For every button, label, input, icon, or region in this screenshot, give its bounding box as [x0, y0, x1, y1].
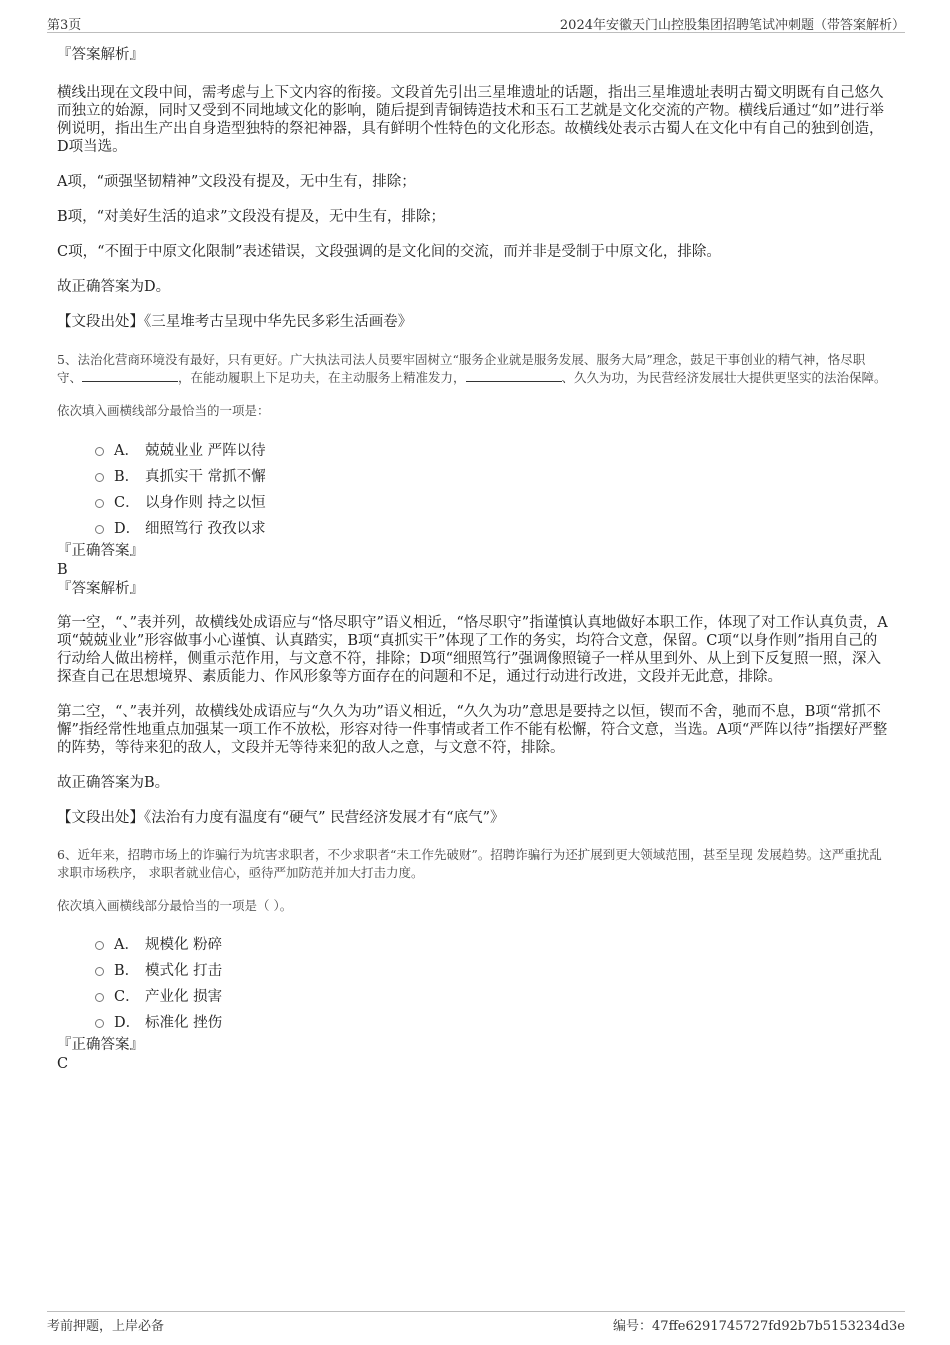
radio-icon[interactable] — [95, 499, 104, 508]
analysis-conclusion: 故正确答案为B。 — [57, 775, 170, 791]
option-list — [57, 438, 889, 542]
question-prompt: 依次填入画横线部分最恰当的一项是： — [57, 403, 270, 418]
analysis-paragraph: 横线出现在文段中间，需考虑与上下文内容的衔接。文段首先引出三星堆遗址的话题，指出三星堆遗址表明古蜀文明既有自己悠久而独立的始源，同时又受到不同地域文化的影响，随后提到青铜铸造技术和玉石工艺就是文化交流的产物。横线后通过“如”进行举例说明，指出生产出自身造型独特的祭祀神器，具有鲜明个性特色的文化形态。故横线处表示古蜀人在文化中有自己的独到创造，D项当选。 — [57, 85, 884, 155]
option-c[interactable]: C． 以身作则 持之以恒 — [95, 490, 889, 516]
answer-label: 『正确答案』 — [57, 543, 144, 559]
footer-slogan: 考前押题，上岸必备 — [47, 1319, 165, 1334]
document-id: 编号：47ffe6291745727fd92b7b5153234d3e — [613, 1319, 905, 1334]
radio-icon[interactable] — [95, 473, 104, 482]
answer-value: B — [57, 562, 68, 578]
source-citation: 【文段出处】《三星堆考古呈现中华先民多彩生活画卷》 — [57, 314, 413, 330]
radio-icon[interactable] — [95, 1019, 104, 1028]
radio-icon[interactable] — [95, 941, 104, 950]
fill-blank-2 — [466, 369, 562, 382]
document-title: 2024年安徽天门山控股集团招聘笔试冲刺题（带答案解析） — [559, 18, 905, 33]
radio-icon[interactable] — [95, 447, 104, 456]
option-d[interactable]: D． 标准化 挫伤 — [95, 1010, 889, 1036]
option-list — [57, 932, 889, 1036]
page-number: 第3页 — [47, 18, 82, 33]
radio-icon[interactable] — [95, 993, 104, 1002]
analysis-option-b: B项，“对美好生活的追求”文段没有提及，无中生有，排除； — [57, 209, 445, 225]
analysis-conclusion: 故正确答案为D。 — [57, 279, 171, 295]
analysis-paragraph: 第二空，“、”表并列，故横线处成语应与“久久为功”语义相近，“久久为功”意思是要持之以恒，锲而不舍，驰而不息，B项“常抓不懈”指经常性地重点加强某一项工作不放松，形容对待一件事情或者工作不能有松懈，符合文意，当选。A项“严阵以待”指摆好严整的阵势，等待来犯的敌人，文段并无等待来犯的敌人之意，与文意不符，排除。 — [57, 704, 888, 756]
analysis-paragraph: 第一空，“、”表并列，故横线处成语应与“恪尽职守”语义相近，“恪尽职守”指谨慎认真地做好本职工作，体现了对工作认真负责，A项“兢兢业业”形容做事小心谨慎、认真踏实，B项“真抓实干”体现了工作的务实，均符合文意，保留。C项“以身作则”指用自己的行动给人做出榜样，侧重示范作用，与文意不符，排除；D项“细照笃行”强调像照镜子一样从里到外、从上到下反复照一照，深入探查自己在思想境界、素质能力、作风形象等方面存在的问题和不足，通过行动进行改进，文段并无此意，排除。 — [57, 615, 888, 685]
answer-label: 『正确答案』 — [57, 1037, 144, 1053]
option-a[interactable]: A． 规模化 粉碎 — [95, 932, 889, 958]
radio-icon[interactable] — [95, 525, 104, 534]
analysis-option-a: A项，“顽强坚韧精神”文段没有提及，无中生有，排除； — [57, 174, 416, 190]
analysis-option-c: C项，“不囿于中原文化限制”表述错误，文段强调的是文化间的交流，而并非是受制于中原文化，排除。 — [57, 244, 721, 260]
option-b[interactable]: B． 模式化 打击 — [95, 958, 889, 984]
document-body — [57, 46, 889, 1074]
question-stem: 5、法治化营商环境没有最好，只有更好。广大执法司法人员要牢固树立“服务企业就是服务发展、服务大局”理念，鼓足干事创业的精气神，恪尽职守、 ，在能动履职上下足功夫，在主动服务上精准发力， 、久久为功，为民营经济发展壮大提供更坚实的法治保障。 — [57, 352, 887, 385]
option-a[interactable]: A． 兢兢业业 严阵以待 — [95, 438, 889, 464]
radio-icon[interactable] — [95, 967, 104, 976]
answer-value: C — [57, 1056, 69, 1072]
analysis-label: 『答案解析』 — [57, 47, 144, 63]
source-citation: 【文段出处】《法治有力度有温度有“硬气” 民营经济发展才有“底气”》 — [57, 810, 505, 826]
analysis-label: 『答案解析』 — [57, 581, 144, 597]
question-prompt: 依次填入画横线部分最恰当的一项是（ ）。 — [57, 898, 293, 913]
option-c[interactable]: C． 产业化 损害 — [95, 984, 889, 1010]
page-footer — [47, 1311, 905, 1336]
question-stem: 6、近年来，招聘市场上的诈骗行为坑害求职者，不少求职者“未工作先破财”。招聘诈骗行为还扩展到更大领域范围，甚至呈现 发展趋势。这严重扰乱求职市场秩序， 求职者就业信心，亟待严加防范并加大打击力度。 — [57, 847, 882, 880]
option-d[interactable]: D． 细照笃行 孜孜以求 — [95, 516, 889, 542]
page-header — [47, 12, 905, 33]
option-b[interactable]: B． 真抓实干 常抓不懈 — [95, 464, 889, 490]
fill-blank-1 — [82, 369, 178, 382]
